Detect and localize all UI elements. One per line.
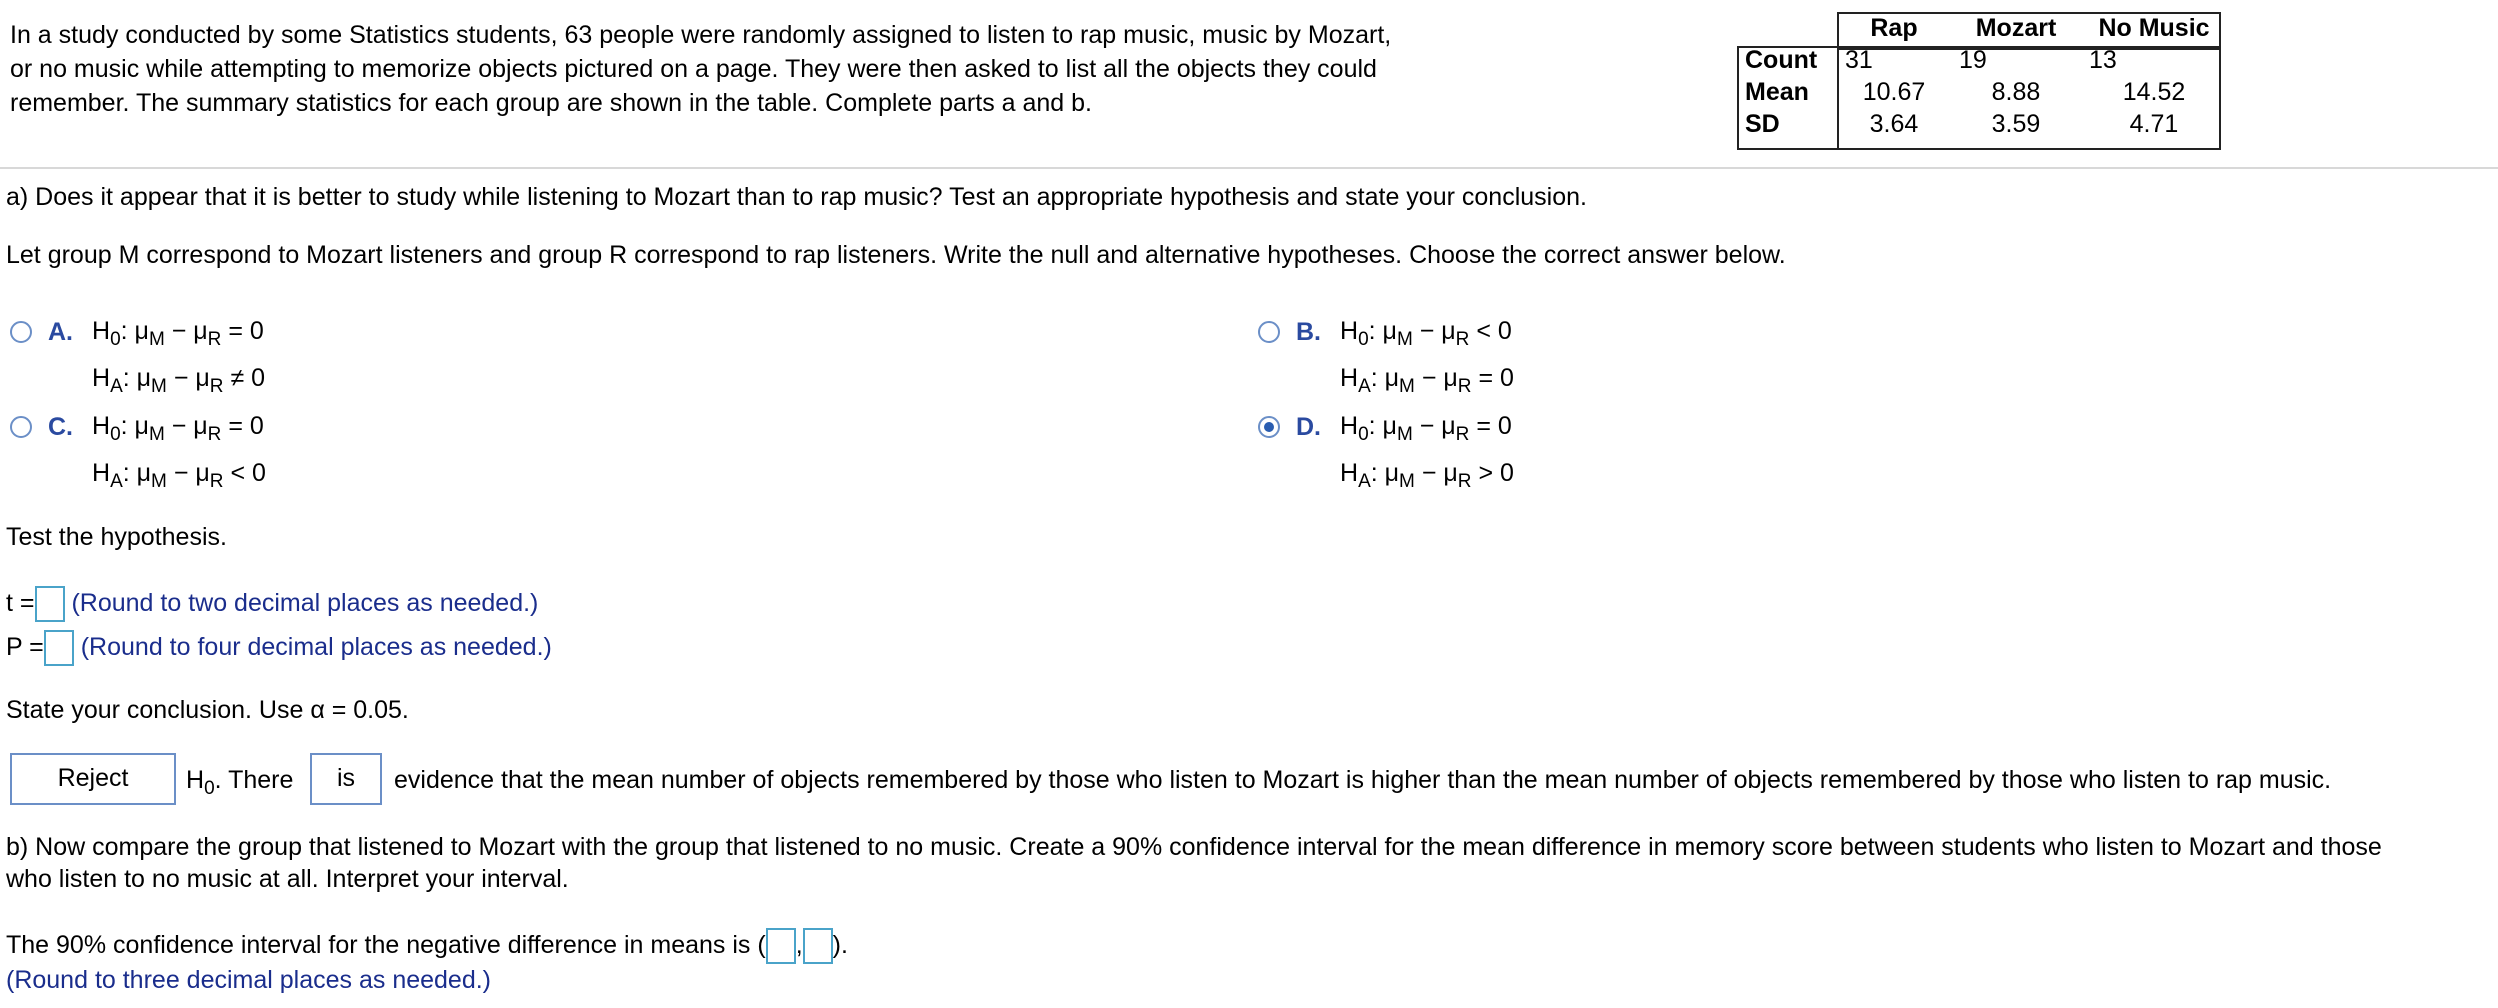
null-hypothesis-a: $H_0$: $\mu_M - \mu_R = 0$ xyxy=(92,317,264,350)
ci-text: The 90% confidence interval for the negative difference in means is xyxy=(6,931,751,959)
null-hypothesis-b: $H_0$: $\mu_M - \mu_R < 0$ xyxy=(1340,317,1512,350)
radio-d[interactable] xyxy=(1258,416,1280,438)
hypotheses-c xyxy=(92,407,266,501)
cell-mean-mozart: 8.88 xyxy=(1991,78,2041,106)
radio-b[interactable] xyxy=(1258,321,1280,343)
ci-lower-input[interactable] xyxy=(766,928,796,964)
t-hint: (Round to two decimal places as needed.) xyxy=(71,589,539,617)
part-b-question-line-1: b) Now compare the group that listened to Mozart with the group that listened to no music. Create a 90% confidence interval for the mean difference in memory score between students who listen to Mozart and those xyxy=(6,833,2382,861)
cell-sd-mozart: 3.59 xyxy=(1991,110,2041,138)
radio-c[interactable] xyxy=(10,416,32,438)
part-b-question-line-2: who listen to no music at all. Interpret your interval. xyxy=(6,865,569,893)
is-dropdown[interactable]: is xyxy=(310,753,382,805)
option-letter-c: C. xyxy=(48,413,73,441)
part-a-instruction: Let group M correspond to Mozart listeners and group R correspond to rap listeners. Write the null and alternative hypotheses. Choose the correct answer below. xyxy=(6,241,1786,269)
hypotheses-b xyxy=(1340,312,1514,406)
alt-hypothesis-a: $H_A$: $\mu_M - \mu_R \ne 0$ xyxy=(92,364,266,397)
col-header-mozart: Mozart xyxy=(1975,14,2057,42)
intro-line-1: In a study conducted by some Statistics students, 63 people were randomly assigned to listen to rap music, music by Mozart, xyxy=(10,21,1392,49)
cell-mean-no-music: 14.52 xyxy=(2122,78,2186,106)
evidence-text: evidence that the mean number of objects remembered by those who listen to Mozart is higher than the mean number of objects remembered by those who listen to rap music. xyxy=(394,766,2332,794)
h0-symbol: H xyxy=(186,766,205,794)
conclusion-label: State your conclusion. Use α = 0.05. xyxy=(6,696,409,724)
p-input[interactable] xyxy=(44,630,74,666)
ci-open: ( xyxy=(757,931,766,959)
null-hypothesis-d: $H_0$: $\mu_M - \mu_R = 0$ xyxy=(1340,412,1512,445)
p-hint: (Round to four decimal places as needed.) xyxy=(80,633,552,661)
cell-sd-rap: 3.64 xyxy=(1869,110,1919,138)
option-letter-a: A. xyxy=(48,318,73,346)
alt-hypothesis-b: $H_A$: $\mu_M - \mu_R = 0$ xyxy=(1340,364,1514,397)
alt-hypothesis-c: $H_A$: $\mu_M - \mu_R < 0$ xyxy=(92,459,266,492)
summary-table xyxy=(1737,12,2227,140)
section-divider xyxy=(0,167,2498,169)
hypotheses-d xyxy=(1340,407,1514,501)
p-label: P = xyxy=(6,633,44,661)
hypotheses-a xyxy=(92,312,265,406)
cell-sd-no-music: 4.71 xyxy=(2129,110,2179,138)
row-label-sd: SD xyxy=(1745,110,1780,138)
row-label-mean: Mean xyxy=(1745,78,1809,106)
ci-close: ). xyxy=(832,931,848,959)
cell-count-rap: 31 xyxy=(1845,46,1873,74)
cell-mean-rap: 10.67 xyxy=(1862,78,1926,106)
t-label: t = xyxy=(6,589,35,617)
h0-subscript: 0 xyxy=(204,778,215,799)
row-label-count: Count xyxy=(1745,46,1818,74)
ci-row xyxy=(6,925,848,965)
h0-there-text xyxy=(186,765,293,804)
alt-hypothesis-d: $H_A$: $\mu_M - \mu_R > 0$ xyxy=(1340,459,1514,492)
intro-line-3: remember. The summary statistics for each group are shown in the table. Complete parts a and b. xyxy=(10,89,1093,117)
intro-line-2: or no music while attempting to memorize objects pictured on a page. They were then asked to list all the objects they could xyxy=(10,55,1377,83)
cell-count-no-music: 13 xyxy=(2089,46,2117,74)
reject-dropdown[interactable]: Reject xyxy=(10,753,176,805)
radio-a[interactable] xyxy=(10,321,32,343)
col-header-rap: Rap xyxy=(1870,14,1918,42)
ci-upper-input[interactable] xyxy=(803,928,833,964)
cell-count-mozart: 19 xyxy=(1959,46,1987,74)
test-label: Test the hypothesis. xyxy=(6,523,227,551)
t-row xyxy=(6,583,538,623)
ci-hint: (Round to three decimal places as needed.) xyxy=(6,966,492,994)
option-letter-d: D. xyxy=(1296,413,1321,441)
col-header-no-music: No Music xyxy=(2098,14,2210,42)
part-a-question: a) Does it appear that it is better to study while listening to Mozart than to rap music? Test an appropriate hypothesis and state your conclusion. xyxy=(6,183,1587,211)
problem-intro xyxy=(10,18,1391,120)
there-text: . There xyxy=(214,766,294,794)
ci-comma: , xyxy=(795,931,803,959)
p-row xyxy=(6,627,552,667)
option-letter-b: B. xyxy=(1296,318,1321,346)
t-input[interactable] xyxy=(35,586,65,622)
null-hypothesis-c: $H_0$: $\mu_M - \mu_R = 0$ xyxy=(92,412,264,445)
